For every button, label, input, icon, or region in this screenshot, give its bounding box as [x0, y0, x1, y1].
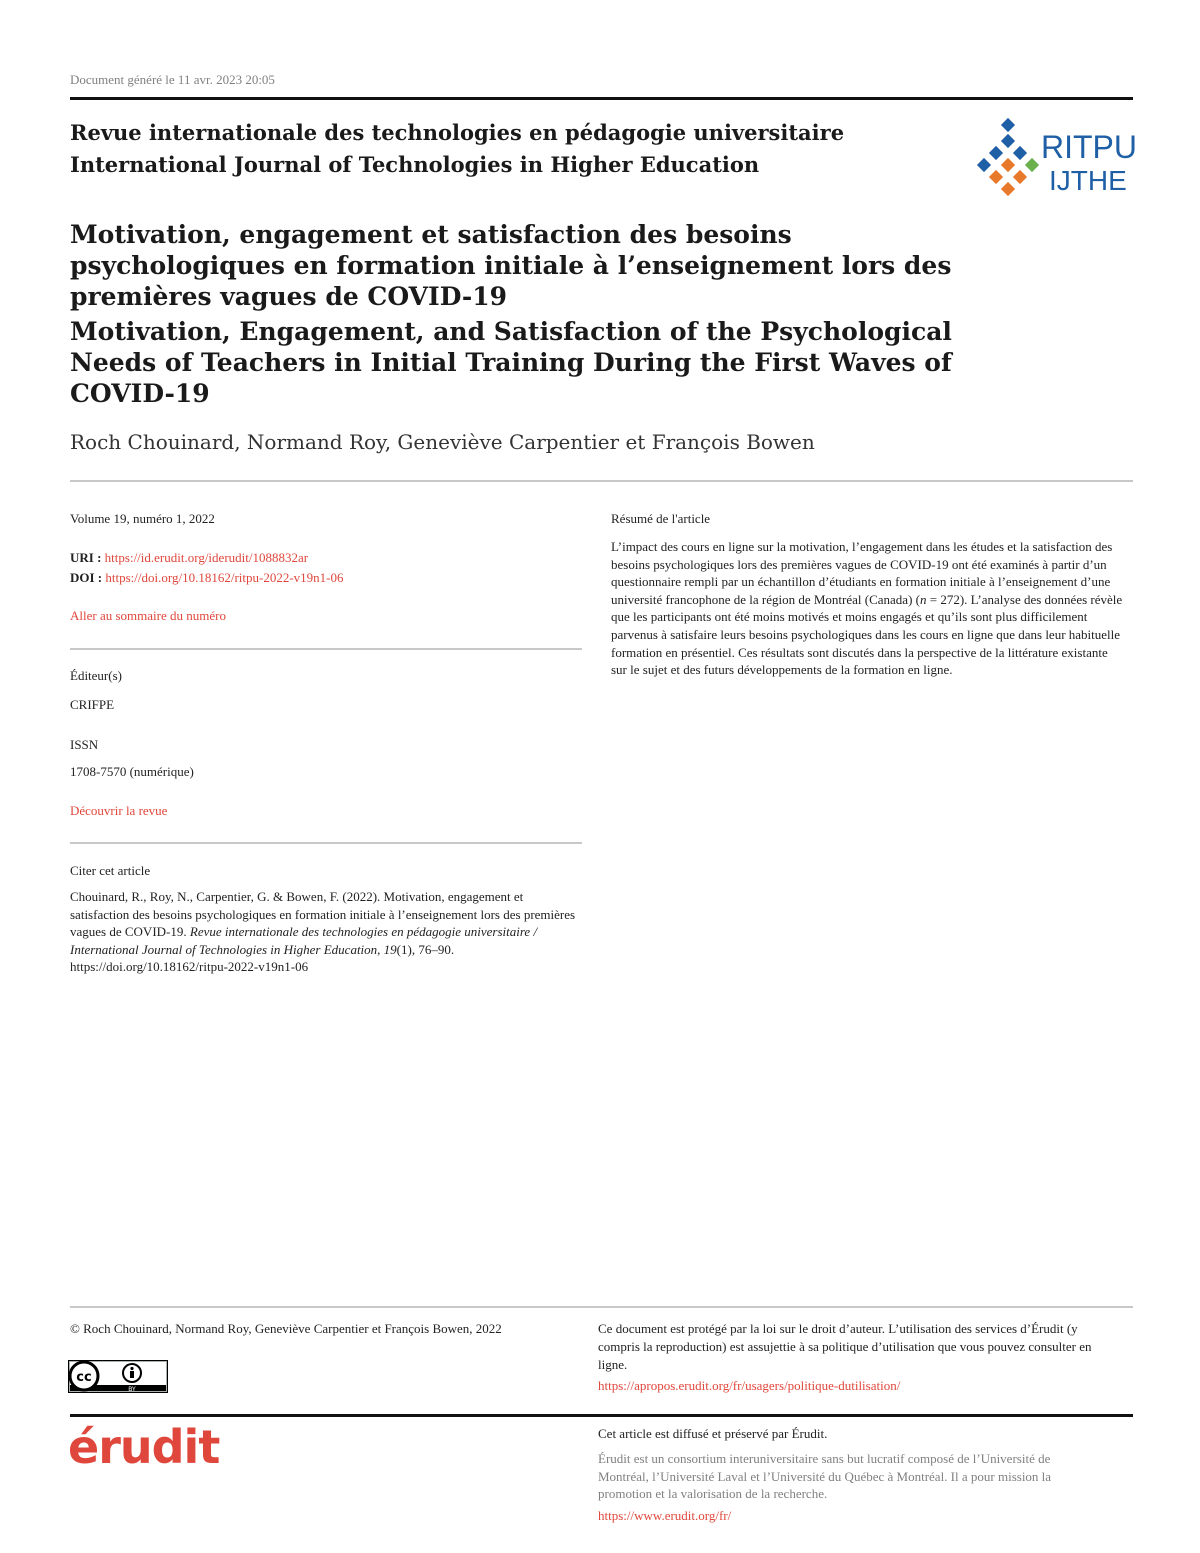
issn-label: ISSN — [70, 737, 99, 752]
erudit-logo: érudit — [68, 1420, 220, 1474]
abstract-label: Résumé de l'article — [611, 511, 711, 526]
doi-link[interactable]: https://doi.org/10.18162/ritpu-2022-v19n1-06 — [105, 570, 344, 585]
diffusion-notice: Cet article est diffusé et préservé par Érudit. — [598, 1426, 828, 1441]
rights-notice: Ce document est protégé par la loi sur le droit d’auteur. L’utilisation des services d’Érudit (y compris la reproduction) est assujettie à sa politique d’utilisation que vous pouvez consulter en ligne. — [598, 1321, 1092, 1372]
copyright-notice: © Roch Chouinard, Normand Roy, Geneviève Carpentier et François Bowen, 2022 — [70, 1321, 502, 1336]
cc-by-icon — [68, 1360, 168, 1393]
doi-label: DOI : — [70, 570, 103, 585]
uri-link[interactable]: https://id.erudit.org/iderudit/1088832ar — [104, 550, 309, 565]
erudit-site-link[interactable]: https://www.erudit.org/fr/ — [598, 1508, 732, 1523]
svg-text:cc: cc — [76, 1370, 92, 1385]
footer-divider — [70, 1306, 1133, 1308]
journal-name-en: International Journal of Technologies in Higher Education — [70, 152, 760, 177]
cite-label: Citer cet article — [70, 863, 151, 878]
abstract-text — [611, 538, 1126, 679]
publisher-label: Éditeur(s) — [70, 668, 122, 683]
publisher-value: CRIFPE — [70, 697, 115, 712]
uri-label: URI : — [70, 550, 102, 565]
citation-journal: Revue internationale des technologies en pédagogie universitaire / International Journal of Technologies in Higher Education — [70, 924, 538, 957]
header-divider — [70, 480, 1133, 482]
footer-divider-bold — [70, 1414, 1133, 1417]
ritpu-logo — [975, 116, 1135, 202]
ritpu-logo-icon — [975, 116, 1135, 202]
issn-value: 1708-7570 (numérique) — [70, 764, 194, 779]
uri-line — [70, 550, 308, 566]
erudit-description: Érudit est un consortium interuniversitaire sans but lucratif composé de l’Université de Montréal, l’Université Laval et l’Université du Québec à Montréal. Il a pour mission la promotion et la valorisation de la recherche. — [598, 1451, 1052, 1502]
journal-name-fr: Revue internationale des technologies en pédagogie universitaire — [70, 120, 845, 145]
article-authors: Roch Chouinard, Normand Roy, Geneviève Carpentier et François Bowen — [70, 430, 815, 454]
abstract-part: L’impact des cours en ligne sur la motivation, l’engagement dans les études et la satisfaction des besoins psychologiques lors des premières vagues de COVID-19 ont été examinés à partir d’un questionnaire rempli par un échantillon d’étudiants en formation initiale à l’enseignement d’une université francophone de la région de Montréal (Canada) ( — [611, 539, 1113, 607]
citation-part: , — [377, 941, 384, 957]
abstract-n: n — [920, 591, 927, 607]
cc-by-badge[interactable] — [68, 1360, 168, 1393]
article-title-fr: Motivation, engagement et satisfaction des besoins psychologiques en formation initiale à l’enseignement lors des premières vagues de COVID-19 — [70, 220, 952, 311]
usage-policy-link[interactable]: https://apropos.erudit.org/fr/usagers/politique-dutilisation/ — [598, 1378, 901, 1393]
citation-text — [70, 888, 582, 976]
doi-line — [70, 570, 343, 586]
issue-toc-link[interactable]: Aller au sommaire du numéro — [70, 608, 226, 623]
volume-info: Volume 19, numéro 1, 2022 — [70, 511, 215, 526]
logo-text-ijthe: IJTHE — [1049, 165, 1127, 196]
column-divider — [70, 648, 582, 650]
citation-part: Chouinard, R., Roy, N., Carpentier, G. & Bowen, F. (2022). Motivation, engagement et satisfaction des besoins psychologiques en formation initiale à l’enseignement lors des premières vagues de COVID-19. — [70, 889, 576, 940]
column-divider — [70, 842, 582, 844]
discover-journal-link[interactable]: Découvrir la revue — [70, 803, 168, 818]
svg-text:BY: BY — [128, 1386, 136, 1393]
abstract-part: = 272). L’analyse des données révèle que les participants ont été moins motivés et moins engagés et qu’ils sont plus difficilement parvenus à satisfaire leurs besoins psychologiques dans les cours en ligne que dans leur habituelle formation en présentiel. Ces résultats sont discutés dans la perspective de la littérature existante sur le sujet et des futurs développements de la formation en ligne. — [611, 591, 1123, 678]
logo-text-ritpu: RITPU — [1041, 129, 1135, 165]
article-title-en: Motivation, Engagement, and Satisfaction of the Psychological Needs of Teachers in Initial Training During the First Waves of COVID-19 — [70, 317, 952, 408]
citation-part: (1), 76–90. https://doi.org/10.18162/ritpu-2022-v19n1-06 — [70, 941, 455, 975]
citation-volume: 19 — [383, 941, 397, 957]
generated-date: Document généré le 11 avr. 2023 20:05 — [70, 72, 275, 87]
top-divider — [70, 97, 1133, 100]
